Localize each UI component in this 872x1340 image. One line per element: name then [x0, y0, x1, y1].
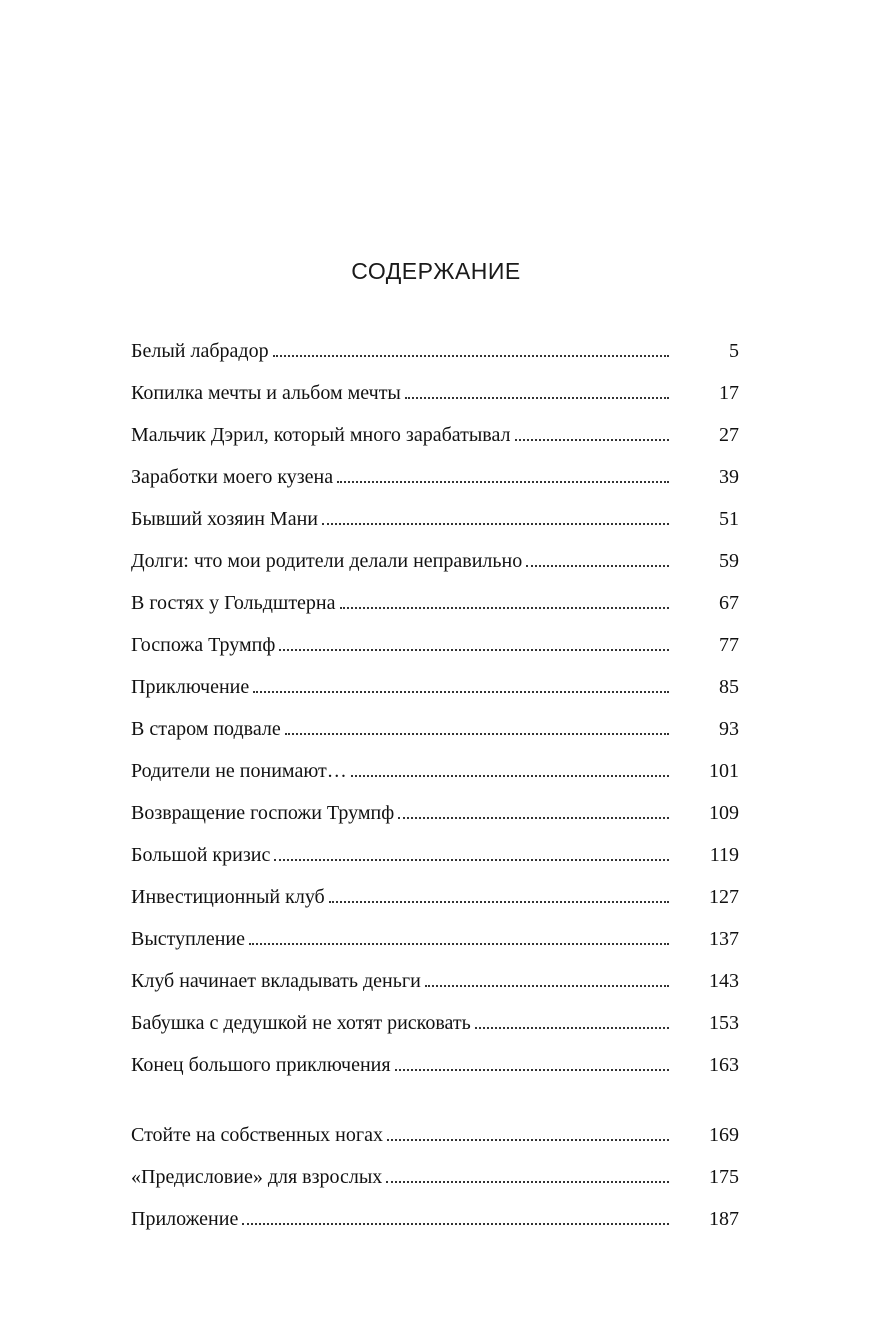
dot-leader — [273, 355, 669, 357]
toc-entry-page: 17 — [719, 382, 739, 404]
toc-entry — [131, 918, 739, 960]
toc-entry-title: Конец большого приключения — [131, 1054, 391, 1076]
toc-entry — [131, 624, 739, 666]
toc-entry-title: Долги: что мои родители делали неправильно — [131, 550, 523, 572]
toc-entry — [131, 498, 739, 540]
toc-appendix-entry — [131, 1156, 739, 1198]
dot-leader — [242, 1223, 669, 1225]
toc-entry-page: 143 — [709, 970, 739, 992]
toc-entry-page: 119 — [709, 844, 739, 866]
toc-entry-page: 169 — [709, 1124, 739, 1146]
toc-entry-page: 59 — [719, 550, 739, 572]
toc-entry-page: 137 — [709, 928, 739, 950]
dot-leader — [425, 985, 669, 987]
toc-entry-page: 187 — [709, 1208, 739, 1230]
toc-entry — [131, 372, 739, 414]
toc-entry-page: 175 — [709, 1166, 739, 1188]
toc-entry — [131, 666, 739, 708]
toc-entry-title: Стойте на собственных ногах — [131, 1124, 383, 1146]
dot-leader — [274, 859, 669, 861]
toc-entry-page: 39 — [719, 466, 739, 488]
toc-entry-page: 77 — [719, 634, 739, 656]
dot-leader — [475, 1027, 669, 1029]
dot-leader — [386, 1181, 669, 1183]
toc-entry — [131, 960, 739, 1002]
toc-entry-title: В старом подвале — [131, 718, 281, 740]
dot-leader — [387, 1139, 669, 1141]
toc-list — [131, 330, 739, 1240]
toc-heading: СОДЕРЖАНИЕ — [351, 258, 521, 284]
toc-entry — [131, 330, 739, 372]
dot-leader — [395, 1069, 669, 1071]
toc-entry-page: 93 — [719, 718, 739, 740]
dot-leader — [322, 523, 669, 525]
dot-leader — [515, 439, 669, 441]
toc-entry-page: 153 — [709, 1012, 739, 1034]
toc-entry-page: 109 — [709, 802, 739, 824]
toc-entry-title: Приключение — [131, 676, 250, 698]
toc-entry-title: Клуб начинает вкладывать деньги — [131, 970, 421, 992]
toc-entry — [131, 414, 739, 456]
toc-entry-title: Заработки моего кузена — [131, 466, 334, 488]
toc-entry-title: Выступление — [131, 928, 245, 950]
dot-leader — [249, 943, 669, 945]
toc-entry-title: Бабушка с дедушкой не хотят рисковать — [131, 1012, 471, 1034]
toc-entry — [131, 540, 739, 582]
toc-entry-title: Большой кризис — [131, 844, 271, 866]
toc-entry-page: 27 — [719, 424, 739, 446]
dot-leader — [279, 649, 669, 651]
toc-entry-page: 67 — [719, 592, 739, 614]
toc-entry — [131, 456, 739, 498]
toc-entry-page: 101 — [709, 760, 739, 782]
dot-leader — [329, 901, 669, 903]
toc-entry-title: Копилка мечты и альбом мечты — [131, 382, 401, 404]
toc-entry-page: 5 — [729, 340, 739, 362]
toc-entry-page: 51 — [719, 508, 739, 530]
toc-entry — [131, 750, 739, 792]
toc-entry — [131, 582, 739, 624]
toc-entry — [131, 834, 739, 876]
toc-entry — [131, 792, 739, 834]
toc-entry-title: В гостях у Гольдштерна — [131, 592, 336, 614]
dot-leader — [253, 691, 669, 693]
dot-leader — [398, 817, 669, 819]
toc-entry-page: 85 — [719, 676, 739, 698]
dot-leader — [340, 607, 669, 609]
dot-leader — [337, 481, 669, 483]
toc-entry-title: Возвращение госпожи Трумпф — [131, 802, 395, 824]
toc-entry-title: «Предисловие» для взрослых — [131, 1166, 383, 1188]
toc-entry-title: Инвестиционный клуб — [131, 886, 325, 908]
toc-entry-page: 163 — [709, 1054, 739, 1076]
dot-leader — [351, 775, 669, 777]
toc-entry-title: Мальчик Дэрил, который много зарабатывал — [131, 424, 511, 446]
toc-entry-title: Приложение — [131, 1208, 239, 1230]
toc-entry-title: Родители не понимают… — [131, 760, 347, 782]
toc-appendix-entry — [131, 1198, 739, 1240]
toc-entry — [131, 876, 739, 918]
toc-entry-title: Госпожа Трумпф — [131, 634, 276, 656]
dot-leader — [526, 565, 669, 567]
toc-entry — [131, 708, 739, 750]
dot-leader — [405, 397, 669, 399]
toc-entry-page: 127 — [709, 886, 739, 908]
dot-leader — [285, 733, 669, 735]
toc-entry — [131, 1044, 739, 1086]
toc-entry-title: Белый лабрадор — [131, 340, 269, 362]
toc-entry-title: Бывший хозяин Мани — [131, 508, 318, 530]
toc-appendix-entry — [131, 1114, 739, 1156]
toc-entry — [131, 1002, 739, 1044]
